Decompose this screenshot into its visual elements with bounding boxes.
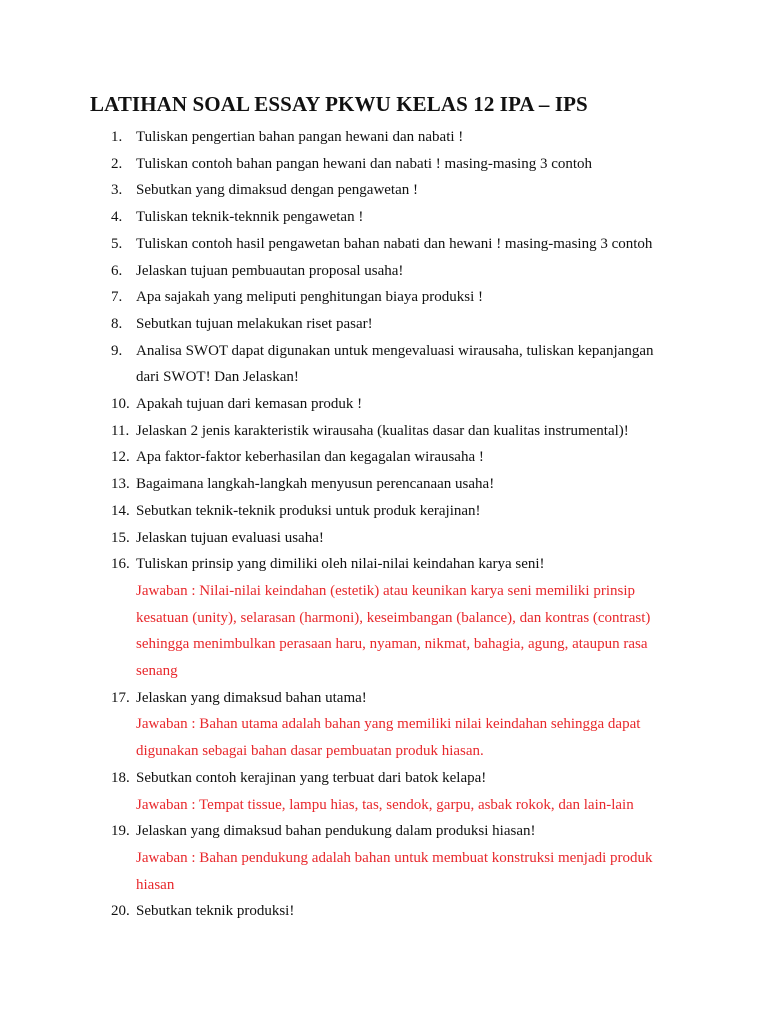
question-text: Apa faktor-faktor keberhasilan dan kegagalan wirausaha ! — [136, 449, 484, 466]
question-number: 3. — [111, 182, 123, 199]
question-text: Jelaskan yang dimaksud bahan utama! — [136, 689, 367, 706]
question-item-8 — [0, 311, 768, 338]
question-number: 19. — [111, 823, 130, 840]
question-item-2 — [0, 151, 768, 178]
question-item-14 — [0, 498, 768, 525]
question-number: 8. — [111, 315, 123, 332]
question-text: Jelaskan tujuan pembuautan proposal usaha! — [136, 262, 404, 279]
answer-text: Jawaban : Bahan utama adalah bahan yang memiliki nilai keindahan sehingga dapat digunakan sebagai bahan dasar pembuatan produk hiasan. — [136, 716, 641, 760]
answer-text: Jawaban : Tempat tissue, lampu hias, tas, sendok, garpu, asbak rokok, dan lain-lain — [136, 796, 634, 813]
question-item-5 — [0, 231, 768, 258]
question-number: 9. — [111, 342, 123, 359]
question-number: 18. — [111, 769, 130, 786]
question-number: 20. — [111, 903, 130, 920]
question-text: Tuliskan prinsip yang dimiliki oleh nilai-nilai keindahan karya seni! — [136, 556, 545, 573]
question-number: 10. — [111, 396, 130, 413]
question-text: Tuliskan pengertian bahan pangan hewani dan nabati ! — [136, 129, 464, 145]
question-item-12 — [0, 444, 768, 471]
answer-text: Jawaban : Bahan pendukung adalah bahan untuk membuat konstruksi menjadi produk hiasan — [136, 849, 653, 893]
question-item-3 — [0, 177, 768, 204]
question-item-17 — [0, 685, 768, 765]
question-item-20 — [0, 898, 768, 925]
question-item-11 — [0, 418, 768, 445]
question-text: Sebutkan teknik-teknik produksi untuk produk kerajinan! — [136, 502, 481, 519]
question-item-18 — [0, 765, 768, 818]
question-item-9 — [0, 338, 768, 391]
question-item-13 — [0, 471, 768, 498]
question-number: 13. — [111, 476, 130, 493]
question-text: Tuliskan contoh hasil pengawetan bahan nabati dan hewani ! masing-masing 3 contoh — [136, 235, 653, 252]
answer-text: Jawaban : Nilai-nilai keindahan (estetik) atau keunikan karya seni memiliki prinsip kesatuan (unity), selarasan (harmoni), keseimbangan (balance), dan kontras (contrast) sehingga menimbulkan perasaan haru, nyaman, nikmat, bahagia, agung, ataupun rasa senang — [136, 582, 651, 680]
question-list — [0, 124, 768, 925]
question-item-16 — [0, 551, 768, 685]
question-text: Sebutkan yang dimaksud dengan pengawetan ! — [136, 182, 419, 199]
question-item-10 — [0, 391, 768, 418]
question-number: 7. — [111, 289, 123, 306]
question-number: 2. — [111, 155, 123, 172]
question-item-15 — [0, 525, 768, 552]
question-number: 16. — [111, 556, 130, 573]
question-text: Tuliskan contoh bahan pangan hewani dan nabati ! masing-masing 3 contoh — [136, 155, 593, 172]
question-text: Jelaskan 2 jenis karakteristik wirausaha (kualitas dasar dan kualitas instrumental)! — [136, 422, 629, 439]
question-text: Jelaskan yang dimaksud bahan pendukung dalam produksi hiasan! — [136, 823, 536, 840]
question-text: Apakah tujuan dari kemasan produk ! — [136, 396, 363, 413]
document-title: LATIHAN SOAL ESSAY PKWU KELAS 12 IPA – IPS — [90, 92, 588, 116]
question-number: 4. — [111, 209, 123, 226]
question-text: Sebutkan tujuan melakukan riset pasar! — [136, 315, 373, 332]
question-number: 14. — [111, 502, 130, 519]
question-item-1 — [0, 124, 768, 151]
question-text: Tuliskan teknik-teknnik pengawetan ! — [136, 209, 364, 226]
question-item-19 — [0, 818, 768, 898]
question-text: Apa sajakah yang meliputi penghitungan biaya produksi ! — [136, 289, 483, 306]
question-text: Jelaskan tujuan evaluasi usaha! — [136, 529, 324, 546]
question-number: 6. — [111, 262, 123, 279]
question-number: 5. — [111, 235, 123, 252]
question-number: 12. — [111, 449, 130, 466]
question-number: 17. — [111, 689, 130, 706]
question-item-7 — [0, 284, 768, 311]
question-item-6 — [0, 258, 768, 285]
question-text: Sebutkan contoh kerajinan yang terbuat dari batok kelapa! — [136, 769, 487, 786]
question-number: 1. — [111, 129, 123, 145]
question-number: 15. — [111, 529, 130, 546]
question-text: Bagaimana langkah-langkah menyusun perencanaan usaha! — [136, 476, 495, 493]
question-number: 11. — [111, 422, 130, 439]
question-item-4 — [0, 204, 768, 231]
question-text: Analisa SWOT dapat digunakan untuk mengevaluasi wirausaha, tuliskan kepanjangan dari SWOT! Dan Jelaskan! — [136, 342, 654, 386]
question-text: Sebutkan teknik produksi! — [136, 903, 295, 920]
